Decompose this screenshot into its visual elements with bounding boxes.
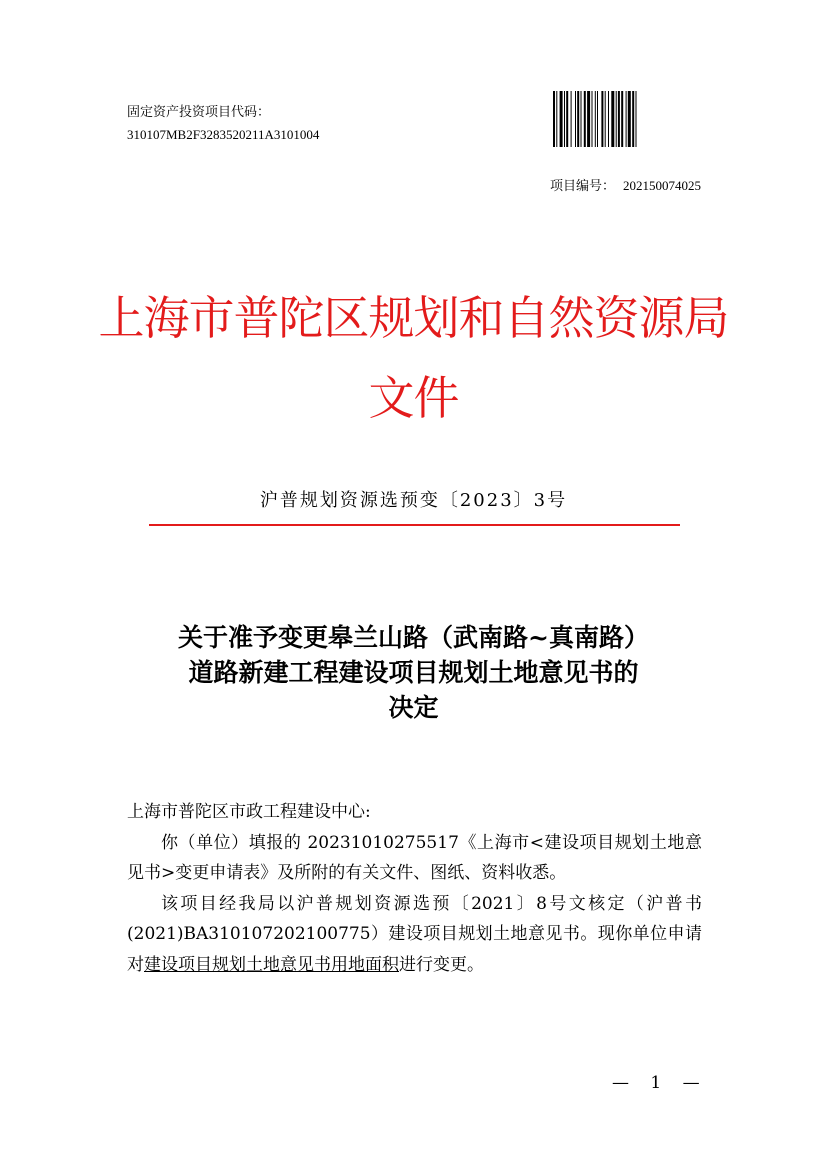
addressee: 上海市普陀区市政工程建设中心: <box>127 802 371 822</box>
project-number-value: 202150074025 <box>623 178 701 193</box>
fixed-asset-code: 310107MB2F3283520211A3101004 <box>127 127 320 142</box>
document-body <box>127 797 702 980</box>
paragraph-1: 你（单位）填报的 20231010275517《上海市<建设项目规划土地意见书>变更申请表》及所附的有关文件、图纸、资料收悉。 <box>127 832 702 883</box>
page-number: — 1 — <box>612 1073 708 1093</box>
doc-title-line-2: 道路新建工程建设项目规划土地意见书的 <box>188 658 639 687</box>
project-number-label: 项目编号： <box>549 179 615 194</box>
org-title-line-2: 文件 <box>368 371 459 425</box>
barcode-image <box>553 91 690 147</box>
paragraph-2-text: 该项目经我局以沪普规划资源选预〔2021〕8号文核定（沪普书(2021)BA310107202100775）建设项目规划土地意见书。现你单位申请对 <box>127 893 702 975</box>
org-title-line-1: 上海市普陀区规划和自然资源局 <box>98 291 729 345</box>
paragraph-2-end: 进行变更。 <box>399 954 484 975</box>
document-title <box>100 620 727 725</box>
doc-title-line-1: 关于准予变更皋兰山路（武南路~真南路） <box>178 623 649 652</box>
underlined-phrase: 建设项目规划土地意见书用地面积 <box>144 954 399 975</box>
paragraph-2 <box>127 889 702 981</box>
doc-title-line-3: 决定 <box>388 693 439 722</box>
project-number <box>550 175 701 194</box>
red-divider <box>149 524 680 526</box>
issuing-organization-title <box>0 278 827 438</box>
fixed-asset-code-label: 固定资产投资项目代码： <box>127 105 271 120</box>
document-number: 沪普规划资源选预变〔2023〕3号 <box>259 490 568 511</box>
